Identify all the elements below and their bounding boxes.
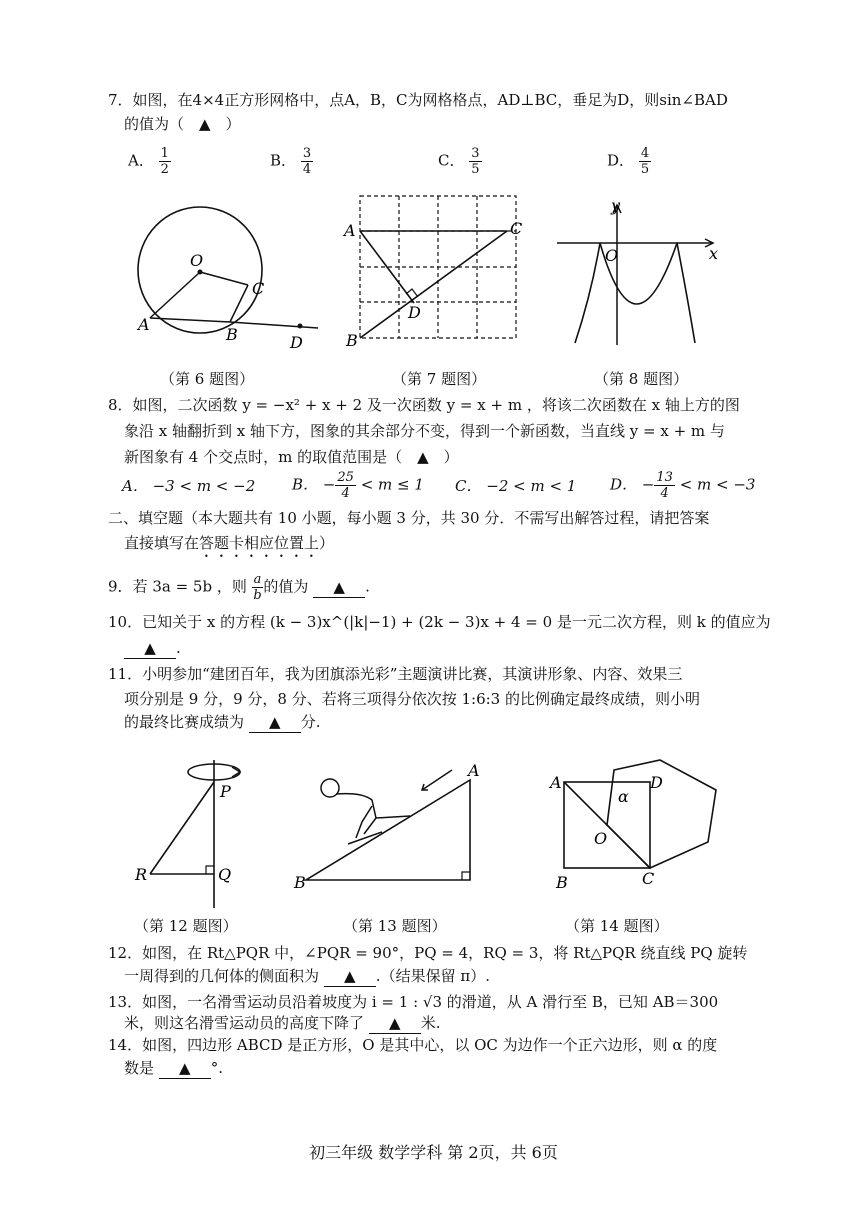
q11-line3-pre: 的最终比赛成绩为 — [124, 713, 245, 731]
fig7-label-a: A — [344, 221, 356, 240]
fig6-caption: （第 6 题图） — [160, 370, 255, 388]
fig7-label-b: B — [346, 331, 358, 350]
fig7-line-bc — [360, 231, 507, 338]
figure-12 — [130, 752, 270, 912]
q14-line2-post: °. — [210, 1059, 224, 1077]
q14-line2 — [124, 1058, 223, 1079]
q8-option-a: A． −3 < m < −2 — [122, 477, 256, 495]
q8-number: 8． — [108, 396, 133, 414]
fig14-label-o: O — [594, 829, 608, 848]
q10-number: 10． — [108, 613, 143, 631]
q8-option-b-rest: < m ≤ 1 — [360, 475, 424, 494]
fig13-label-a: A — [468, 761, 480, 780]
fig14-caption: （第 14 题图） — [565, 917, 669, 935]
q8-line3: 新图象有 4 个交点时，m 的取值范围是（ ▲ ） — [124, 448, 459, 466]
fig7-label-c: C — [510, 219, 523, 238]
fig6-label-b: B — [226, 325, 238, 344]
q12-line2-post: .（结果保留 π）. — [375, 967, 490, 985]
fig14-label-a: A — [550, 773, 562, 792]
q7-option-b-num: 3 — [302, 146, 312, 161]
q8-option-b: B． − $\frac{25}{4}$ < m ≤ 1 — [292, 470, 424, 501]
q13-line1-text: 如图，一名滑雪运动员沿着坡度为 i = 1 : √3 的滑道，从 A 滑行至 B，已知 AB＝300 — [142, 993, 719, 1011]
q8-line1 — [108, 395, 740, 415]
q11-line1 — [108, 664, 682, 684]
q7-number: 7． — [108, 91, 133, 109]
q7-option-b-den: 4 — [302, 162, 312, 177]
figure-6 — [130, 190, 330, 360]
q13-number: 13． — [108, 993, 143, 1011]
fig6-label-d: D — [290, 333, 303, 352]
figure-14 — [548, 752, 728, 902]
q7-option-c — [438, 146, 482, 177]
fig6-line-bd — [230, 322, 318, 328]
fig6-line-oc — [200, 272, 248, 285]
q9-answer-blank: ▲ — [313, 577, 365, 598]
q12-line2 — [124, 966, 490, 987]
fig12-right-angle — [206, 866, 214, 874]
q14-line2-pre: 数是 — [124, 1059, 155, 1077]
fig14-label-alpha: α — [618, 787, 629, 806]
q9-fraction-num: a — [253, 572, 262, 587]
q7-option-c-fraction — [469, 146, 481, 177]
fig13-slope-triangle — [306, 780, 470, 880]
fig12-line-rp — [150, 782, 214, 874]
q10-text: 已知关于 x 的方程 (k − 3)x^(|k|−1) + (2k − 3)x + 4 = 0 是一元二次方程，则 k 的值应为 — [142, 613, 771, 631]
q13-line2-pre: 米，则这名滑雪运动员的高度下降了 — [124, 1014, 365, 1032]
figure-8 — [555, 195, 735, 365]
q7-option-a-fraction — [159, 146, 171, 177]
q8-option-d-den: 4 — [660, 486, 669, 501]
fig14-label-c: C — [642, 869, 655, 888]
q11-line3-post: 分. — [300, 713, 321, 731]
q11-number: 11． — [108, 665, 143, 683]
q7-text-a: 如图，在4×4正方形网格中，点A，B，C为网格格点，AD⊥BC，垂足为D，则sin∠BAD — [132, 91, 728, 109]
fig13-right-angle — [462, 872, 470, 880]
q9-fraction-den: b — [253, 588, 262, 603]
q11-line2: 项分别是 9 分，9 分，8 分、若将三项得分依次按 1:6:3 的比例确定最终成绩，则小明 — [124, 690, 700, 708]
q8-option-d: D． − $\frac{13}{4}$ < m < −3 — [610, 470, 756, 501]
fig7-label-d: D — [408, 303, 421, 322]
fig6-label-a: A — [138, 315, 150, 334]
fig6-line-bc — [230, 285, 248, 322]
q8-option-d-letter: D． — [610, 475, 638, 494]
q8-option-d-fraction — [654, 470, 675, 501]
fig8-label-x: x — [709, 244, 719, 263]
q8-option-b-letter: B． — [292, 475, 319, 494]
q8-option-d-num: 13 — [656, 470, 673, 485]
q8-option-b-fraction — [335, 470, 356, 501]
fig6-point-d — [298, 324, 303, 329]
q10-line1 — [108, 612, 771, 632]
q10-end: . — [176, 639, 181, 657]
q13-line2 — [124, 1013, 441, 1034]
fig6-label-o: O — [190, 251, 204, 270]
q8-option-c: C． −2 < m < 1 — [455, 477, 577, 495]
q7-option-c-letter: C． — [438, 151, 465, 170]
q9-end: . — [365, 577, 370, 596]
page-footer: 初三年级 数学学科 第 2页，共 6页 — [309, 1143, 558, 1162]
q8-option-b-num: 25 — [337, 470, 354, 485]
q7-option-b-fraction — [301, 146, 313, 177]
q7-option-c-num: 3 — [471, 146, 480, 161]
q13-line1 — [108, 992, 718, 1012]
section2-line2-post: ） — [319, 534, 335, 552]
fig14-label-d: D — [650, 773, 663, 792]
q9-post: 的值为 — [263, 577, 309, 596]
fig13-caption: （第 13 题图） — [343, 917, 447, 935]
fig12-label-r: R — [135, 865, 148, 884]
q9 — [108, 572, 370, 603]
q11-line3 — [124, 712, 321, 733]
q11-line1-text: 小明参加“建团百年，我为团旗添光彩”主题演讲比赛，其演讲形象、内容、效果三 — [142, 665, 683, 683]
q12-line1 — [108, 943, 747, 963]
q12-number: 12． — [108, 944, 143, 962]
q9-number: 9． — [108, 577, 133, 596]
q7-option-d — [607, 146, 651, 177]
q7-option-d-letter: D． — [607, 151, 635, 170]
q7-option-c-den: 5 — [471, 162, 480, 177]
fig8-right-branch — [677, 243, 695, 343]
fig8-left-branch — [575, 243, 600, 343]
fig13-label-b: B — [294, 873, 306, 892]
q11-answer-blank: ▲ — [249, 712, 301, 733]
fig14-label-b: B — [556, 873, 568, 892]
q7-option-a — [128, 146, 171, 177]
q12-answer-blank: ▲ — [324, 966, 376, 987]
fig8-label-o: O — [605, 246, 619, 265]
q14-number: 14． — [108, 1036, 143, 1054]
q12-line2-pre: 一周得到的几何体的侧面积为 — [124, 967, 320, 985]
fig13-skier — [321, 779, 410, 844]
fig6-point-o — [198, 270, 203, 275]
q7-text-b: 的值为（ ▲ ） — [124, 115, 241, 133]
q7-option-b — [270, 146, 313, 177]
q8-line1-text: 如图，二次函数 y = −x² + x + 2 及一次函数 y = x + m ，将该二次函数在 x 轴上方的图 — [132, 396, 740, 414]
q7-option-a-den: 2 — [160, 162, 169, 177]
section2-line1: 二、填空题（本大题共有 10 小题，每小题 3 分，共 30 分．不需写出解答过程，请把答案 — [108, 509, 710, 527]
q7-option-d-den: 5 — [640, 162, 650, 177]
section2-line2-pre: 直接填写在 — [124, 534, 200, 552]
fig8-caption: （第 8 题图） — [594, 370, 689, 388]
fig12-label-p: P — [220, 782, 231, 801]
figure-13 — [292, 760, 492, 900]
q13-answer-blank: ▲ — [369, 1013, 421, 1034]
q14-line1 — [108, 1035, 717, 1055]
q9-pre: 若 3a = 5b ，则 — [132, 577, 247, 596]
q7-option-a-letter: A． — [128, 151, 154, 170]
q8-option-b-den: 4 — [341, 486, 350, 501]
fig13-motion-arrow — [422, 770, 452, 790]
q14-line1-text: 如图，四边形 ABCD 是正方形，O 是其中心，以 OC 为边作一个正六边形，则 α 的度 — [142, 1036, 718, 1054]
q7-line1 — [108, 90, 728, 110]
q7-option-d-fraction — [639, 146, 651, 177]
section2-line2 — [124, 533, 334, 561]
q14-answer-blank: ▲ — [159, 1058, 211, 1079]
fig6-label-c: C — [252, 279, 265, 298]
q7-option-b-letter: B． — [270, 151, 297, 170]
q7-option-d-num: 4 — [640, 146, 650, 161]
q8-option-d-rest: < m < −3 — [679, 475, 756, 494]
section2-line2-emphasis: 答题卡相应位置上 — [199, 534, 320, 552]
q13-line2-post: 米. — [420, 1014, 441, 1032]
q9-fraction — [252, 572, 264, 603]
q12-line1-text: 如图，在 Rt△PQR 中，∠PQR = 90°，PQ = 4，RQ = 3，将 Rt△PQR 绕直线 PQ 旋转 — [142, 944, 748, 962]
q10-line2 — [124, 638, 181, 659]
fig12-caption: （第 12 题图） — [134, 917, 238, 935]
fig6-line-oa — [150, 272, 200, 318]
q8-line2: 象沿 x 轴翻折到 x 轴下方，图象的其余部分不变，得到一个新函数，当直线 y = x + m 与 — [124, 422, 725, 440]
q7-option-a-num: 1 — [160, 146, 169, 161]
fig7-caption: （第 7 题图） — [392, 370, 487, 388]
fig12-label-q: Q — [218, 865, 232, 884]
q10-answer-blank: ▲ — [124, 638, 176, 659]
figure-7 — [342, 188, 542, 358]
fig8-label-y: y — [611, 196, 621, 215]
